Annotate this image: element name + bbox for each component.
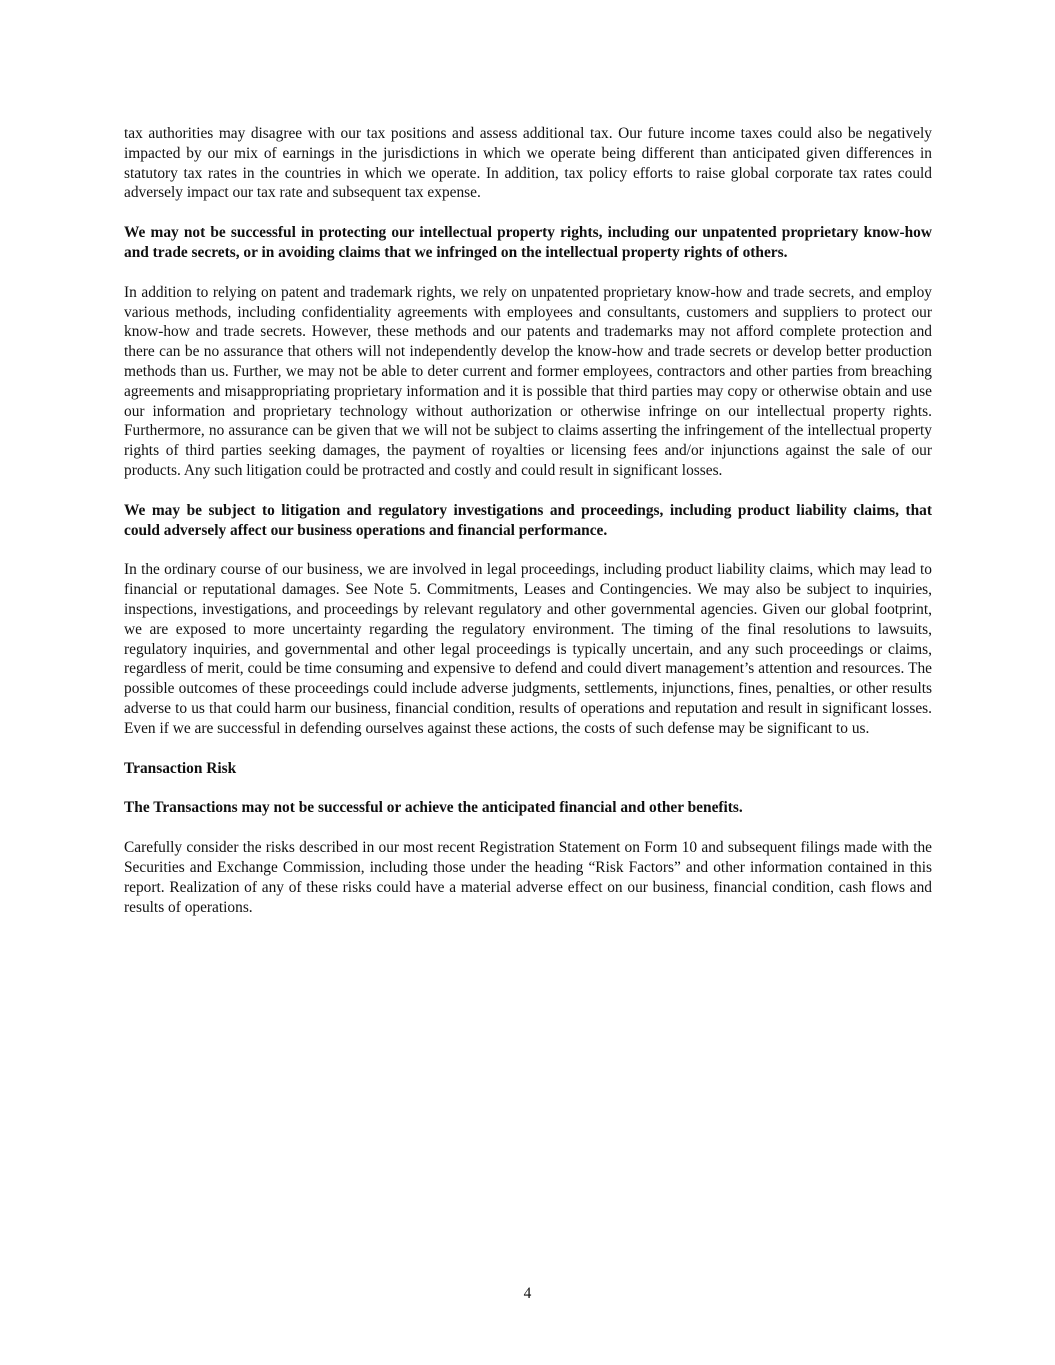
document-page	[124, 124, 932, 937]
page-number: 4	[523, 1285, 532, 1302]
section-heading-intellectual-property: We may not be successful in protecting our intellectual property rights, including our unpatented proprietary know-how and trade secrets, or in avoiding claims that we infringed on the intellectual property rights of others.	[124, 224, 932, 261]
paragraph-tax-continuation: tax authorities may disagree with our tax positions and assess additional tax. Our future income taxes could also be negatively impacted by our mix of earnings in the jurisdictions in which we operate being different than anticipated given differences in statutory tax rates in the countries in which we operate. In addition, tax policy efforts to raise global corporate tax rates could adversely impact our tax rate and subsequent tax expense.	[124, 125, 932, 202]
section-heading-transaction-risk: Transaction Risk	[124, 759, 237, 777]
paragraph-transactions: Carefully consider the risks described in our most recent Registration Statement on Form 10 and subsequent filings made with the Securities and Exchange Commission, including those under the heading “Risk Factors” and other information contained in this report. Realization of any of these risks could have a material adverse effect on our business, financial condition, cash flows and results of operations.	[124, 839, 932, 916]
paragraph-litigation: In the ordinary course of our business, we are involved in legal proceedings, including product liability claims, which may lead to financial or reputational damages. See Note 5. Commitments, Leases and Contingencies. We may also be subject to inquiries, inspections, investigations, and proceedings by relevant regulatory and other governmental agencies. Given our global footprint, we are exposed to more uncertainty regarding the regulatory environment. The timing of the final resolutions to lawsuits, regulatory inquiries, and governmental and other legal proceedings is typically uncertain, and any such proceedings or claims, regardless of merit, could be time consuming and expensive to defend and could divert management’s attention and resources. The possible outcomes of these proceedings could include adverse judgments, settlements, injunctions, fines, penalties, or other results adverse to us that could harm our business, financial condition, results of operations and reputation and result in significant losses. Even if we are successful in defending ourselves against these actions, the costs of such defense may be significant to us.	[124, 561, 932, 737]
section-heading-transactions: The Transactions may not be successful or achieve the anticipated financial and other benefits.	[124, 799, 743, 817]
paragraph-intellectual-property: In addition to relying on patent and trademark rights, we rely on unpatented proprietary know-how and trade secrets, and employ various methods, including confidentiality agreements with employees and consultants, customers and suppliers to protect our know-how and trade secrets. However, these methods and our patents and trademarks may not afford complete protection and there can be no assurance that others will not independently develop the know-how and trade secrets or develop better production methods than us. Further, we may not be able to deter current and former employees, contractors and other parties from breaching agreements and misappropriating proprietary information and it is possible that third parties may copy or otherwise obtain and use our information and proprietary technology without authorization or otherwise infringe on our intellectual property rights. Furthermore, no assurance can be given that we will not be subject to claims asserting the infringement of the intellectual property rights of third parties seeking damages, the payment of royalties or licensing fees and/or injunctions against the sale of our products. Any such litigation could be protracted and costly and could result in significant losses.	[124, 283, 932, 479]
section-heading-litigation: We may be subject to litigation and regulatory investigations and proceedings, including product liability claims, that could adversely affect our business operations and financial performance.	[124, 501, 932, 539]
